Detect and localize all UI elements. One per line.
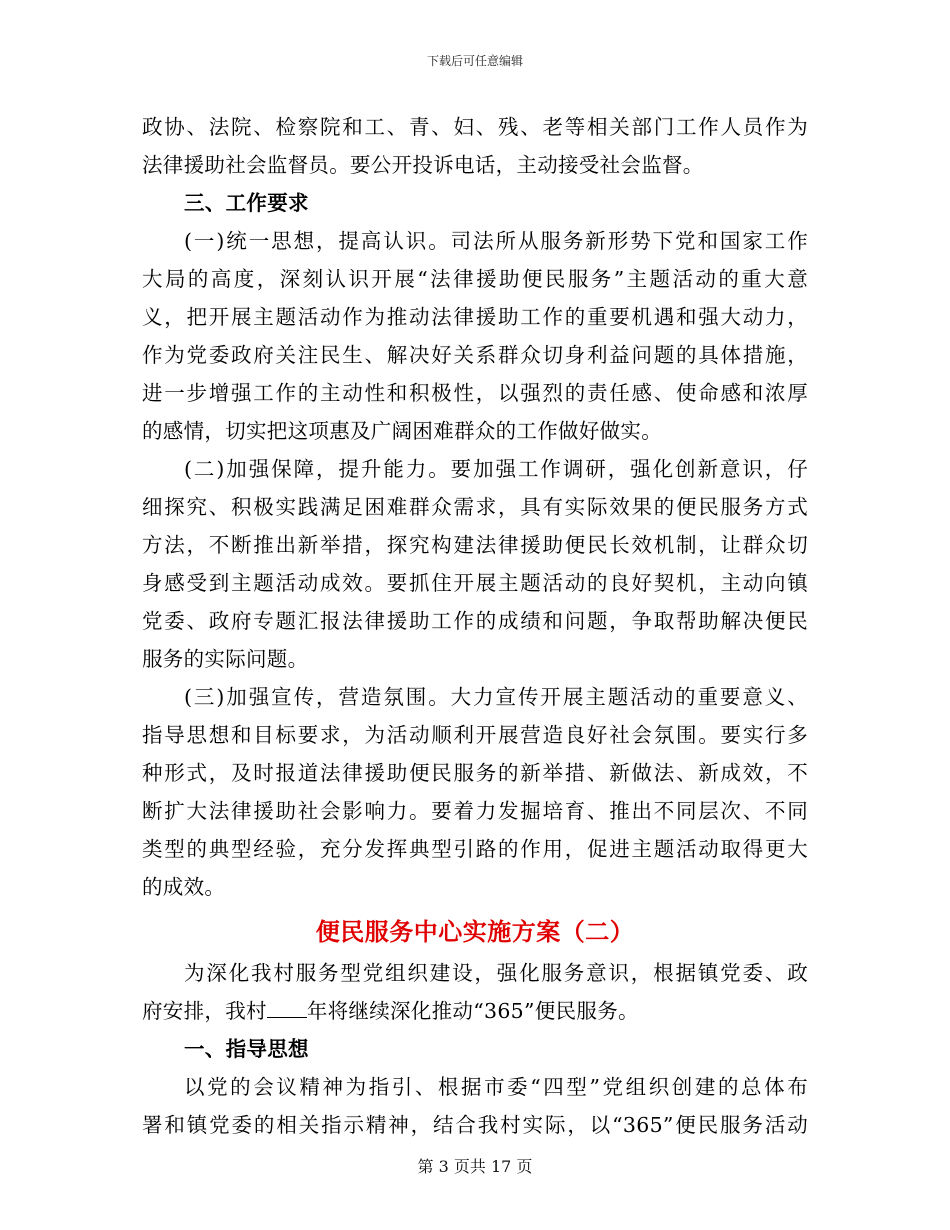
paragraph-line: 方法，不断推出新举措，探究构建法律援助便民长效机制，让群众切 xyxy=(142,533,808,557)
paragraph-line: 大局的高度，深刻认识开展“法律援助便民服务”主题活动的重大意 xyxy=(142,267,808,291)
page-footer: 第 3 页共 17 页 xyxy=(417,1157,533,1176)
paragraph-line: 署和镇党委的相关指示精神，结合我村实际，以“365”便民服务活动 xyxy=(142,1113,808,1137)
paragraph-line: 政协、法院、检察院和工、青、妇、残、老等相关部门工作人员作为 xyxy=(142,115,808,139)
paragraph-line: 细探究、积极实践满足困难群众需求，具有实际效果的便民服务方式 xyxy=(142,495,808,519)
paragraph-line: (一)统一思想，提高认识。司法所从服务新形势下党和国家工作 xyxy=(184,229,808,253)
paragraph-line-with-blank xyxy=(142,992,808,1030)
page-header: 下载后可任意编辑 xyxy=(426,54,523,68)
paragraph-line: 作为党委政府关注民生、解决好关系群众切身利益问题的具体措施， xyxy=(142,343,808,367)
document-body xyxy=(142,108,808,1144)
paragraph-line: 进一步增强工作的主动性和积极性，以强烈的责任感、使命感和浓厚 xyxy=(142,381,808,405)
paragraph-line: 义，把开展主题活动作为推动法律援助工作的重要机遇和强大动力， xyxy=(142,305,808,329)
paragraph-line: (二)加强保障，提升能力。要加强工作调研，强化创新意识，仔 xyxy=(184,457,808,481)
text-before-blank: 府安排，我村 xyxy=(142,999,267,1023)
text-after-blank: 年将继续深化推动“365”便民服务。 xyxy=(306,999,639,1023)
paragraph-line: 指导思想和目标要求，为活动顺利开展营造良好社会氛围。要实行多 xyxy=(142,723,808,747)
paragraph-line: 的成效。 xyxy=(142,875,226,899)
paragraph-line: (三)加强宣传，营造氛围。大力宣传开展主题活动的重要意义、 xyxy=(184,685,808,709)
paragraph-line: 的感情，切实把这项惠及广阔困难群众的工作做好做实。 xyxy=(142,419,662,443)
fill-in-blank xyxy=(267,999,307,1018)
section-heading-guiding-ideology: 一、指导思想 xyxy=(184,1037,309,1061)
paragraph-line: 种形式，及时报道法律援助便民服务的新举措、新做法、新成效，不 xyxy=(142,761,808,785)
paragraph-line: 断扩大法律援助社会影响力。要着力发掘培育、推出不同层次、不同 xyxy=(142,799,808,823)
paragraph-line: 为深化我村服务型党组织建设，强化服务意识，根据镇党委、政 xyxy=(184,961,808,985)
paragraph-line: 身感受到主题活动成效。要抓住开展主题活动的良好契机，主动向镇 xyxy=(142,571,808,595)
paragraph-line: 服务的实际问题。 xyxy=(142,647,309,671)
section-title-red: 便民服务中心实施方案（二） xyxy=(315,917,635,946)
section-heading-work-requirements: 三、工作要求 xyxy=(184,191,309,215)
paragraph-line: 党委、政府专题汇报法律援助工作的成绩和问题，争取帮助解决便民 xyxy=(142,609,808,633)
paragraph-line: 以党的会议精神为指引、根据市委“四型”党组织创建的总体布 xyxy=(184,1075,808,1099)
paragraph-line: 法律援助社会监督员。要公开投诉电话，主动接受社会监督。 xyxy=(142,153,704,177)
paragraph-line: 类型的典型经验，充分发挥典型引路的作用，促进主题活动取得更大 xyxy=(142,837,808,861)
